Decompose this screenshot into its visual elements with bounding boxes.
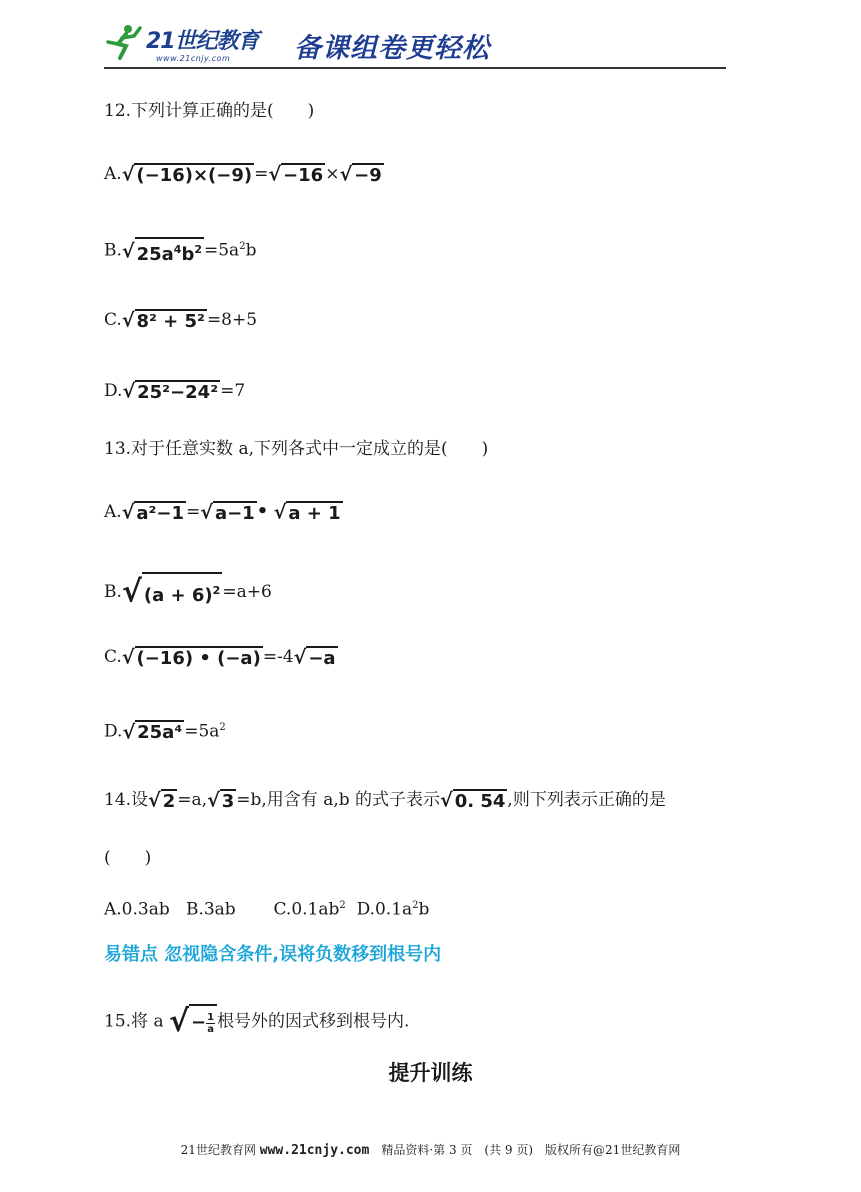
minus-sign: − xyxy=(191,1012,207,1033)
q13-stem: 13.对于任意实数 a,下列各式中一定成立的是( ) xyxy=(104,439,489,459)
radical: √ − $\frac{1}{a}$ xyxy=(169,1004,217,1040)
exponent: 2 xyxy=(212,584,221,597)
error-section-title: 易错点 忽视隐含条件,误将负数移到根号内 xyxy=(104,944,442,965)
footer-left: 21世纪教育网 xyxy=(180,1143,260,1157)
radicand-base: (a + 6) xyxy=(143,585,213,606)
radical: √ 2 xyxy=(148,789,176,812)
q15-stem xyxy=(104,1004,409,1040)
radicand: a + 1 xyxy=(288,502,341,524)
stem-text: 根号外的因式移到根号内. xyxy=(217,1011,410,1032)
radical: √ 25²−24² xyxy=(122,380,219,403)
option-label: C. xyxy=(104,647,122,667)
exponent: 2 xyxy=(219,722,226,733)
radicand: 25a⁴ xyxy=(137,722,183,744)
rhs: =5a xyxy=(184,721,220,742)
q12-option-d xyxy=(104,378,245,405)
equals: = xyxy=(254,164,269,184)
radicand: −9 xyxy=(354,164,382,186)
exponent: 2 xyxy=(194,242,202,256)
radical: √ −9 xyxy=(339,163,382,186)
option-a: A.0.3ab xyxy=(104,899,170,920)
radical: √ 8² + 5² xyxy=(121,309,205,332)
radicand: 3 xyxy=(221,790,235,812)
header-slogan: 备课组卷更轻松 xyxy=(294,33,490,64)
q14-options xyxy=(104,893,429,923)
fraction-denominator: a xyxy=(207,1024,214,1035)
header-divider xyxy=(104,67,726,69)
option-label: B. xyxy=(104,582,122,602)
q12-stem: 12.下列计算正确的是( ) xyxy=(104,101,315,121)
option-b: B.3ab xyxy=(185,899,236,920)
brand-url: www.21cnjy.com xyxy=(156,54,231,63)
option-label: B. xyxy=(104,240,122,261)
radical: √ −16 xyxy=(268,163,324,186)
radicand: 25²−24² xyxy=(137,381,219,403)
radicand: (−16) • (−a) xyxy=(136,647,261,669)
section-title: 提升训练 xyxy=(388,1061,473,1085)
radical: √ $(a + 6)^2$ xyxy=(122,572,222,613)
equals: = xyxy=(186,502,201,522)
option-d-tail: b xyxy=(418,899,430,920)
option-label: A. xyxy=(104,502,122,522)
stem-text: 15.将 a xyxy=(104,1011,164,1032)
radical: √ a + 1 xyxy=(273,501,341,524)
option-c: C.0.1ab xyxy=(273,899,340,920)
radical: √ a²−1 xyxy=(121,501,185,524)
footer-url[interactable]: www.21cnjy.com xyxy=(259,1143,370,1158)
exponent: 2 xyxy=(412,900,419,911)
page-footer xyxy=(0,1141,861,1158)
q14-stem xyxy=(104,787,666,814)
rhs: =-4 xyxy=(262,647,294,667)
radicand: −a xyxy=(308,647,336,669)
footer-right: 精品资料·第 3 页 (共 9 页) 版权所有@21世纪教育网 xyxy=(369,1143,681,1157)
stem-text: =a, xyxy=(177,790,208,810)
exponent: 2 xyxy=(339,900,346,911)
radicand xyxy=(189,1004,217,1040)
radical: √ a−1 xyxy=(200,501,255,524)
q13-option-a xyxy=(104,499,343,526)
rhs: =7 xyxy=(220,381,246,401)
radical: √ 3 xyxy=(207,789,235,812)
q13-option-c xyxy=(104,644,338,671)
rhs: =5a xyxy=(204,240,240,261)
q13-option-b xyxy=(104,572,272,613)
fraction-numerator: 1 xyxy=(207,1012,215,1023)
option-label: D. xyxy=(104,721,123,742)
radicand xyxy=(142,572,222,613)
stem-text: ,则下列表示正确的是 xyxy=(507,790,666,810)
radicand xyxy=(135,237,204,266)
exponent: 4 xyxy=(173,242,182,256)
option-label: A. xyxy=(104,164,122,184)
radical: √ 0. 54 xyxy=(440,789,506,812)
radical: √ −a xyxy=(293,646,336,669)
radical: √ (−16)×(−9) xyxy=(121,163,253,186)
radical: √ (−16) • (−a) xyxy=(121,646,261,669)
stem-text: 14.设 xyxy=(104,790,149,810)
option-label: D. xyxy=(104,381,123,401)
brand-name: 21世纪教育 xyxy=(146,29,259,54)
stem-text: =b,用含有 a,b 的式子表示 xyxy=(236,790,441,810)
radicand: 2 xyxy=(162,790,176,812)
option-label: C. xyxy=(104,310,122,330)
rhs: =a+6 xyxy=(222,582,272,602)
radicand: a−1 xyxy=(214,502,255,524)
radicand: 8² + 5² xyxy=(136,310,205,332)
radical: √ $25a^4b^2$ xyxy=(122,237,204,266)
radicand-base: 25a xyxy=(136,243,174,265)
radicand: (−16)×(−9) xyxy=(136,164,253,186)
radicand-var: b xyxy=(181,243,195,265)
q13-option-d xyxy=(104,715,226,745)
runner-logo-icon xyxy=(104,22,144,62)
exponent: 2 xyxy=(239,241,246,252)
radicand: a²−1 xyxy=(136,502,185,524)
rhs: =8+5 xyxy=(206,310,258,330)
radicand: −16 xyxy=(283,164,324,186)
q14-paren: ( ) xyxy=(104,848,152,868)
q12-option-b xyxy=(104,234,256,266)
fraction xyxy=(206,1012,215,1035)
q12-option-a xyxy=(104,161,384,188)
q12-option-c xyxy=(104,307,257,334)
times-sign: × xyxy=(325,164,340,184)
rhs-tail: b xyxy=(245,240,257,261)
page-header xyxy=(104,18,726,70)
dot: • xyxy=(256,501,269,522)
radical: √ 25a⁴ xyxy=(122,721,183,744)
radicand: 0. 54 xyxy=(454,790,506,812)
option-d: D.0.1a xyxy=(356,899,413,920)
